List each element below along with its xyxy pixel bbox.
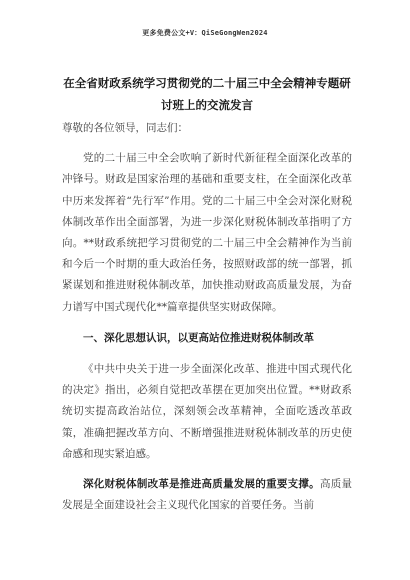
paragraph-section-1-b (62, 474, 352, 516)
paragraph-section-1: 《中共中央关于进一步全面深化改革、推进中国式现代化的决定》指出，必须自觉把改革摆在更加突出位置。**财政系统切实提高政治站位，深刻领会改革精神，全面吃透改革政策，准确把握改革方向、不断增强推进财税体制改革的历史使命感和现实紧迫感。 (62, 363, 352, 460)
document-title-line-1: 在全省财政系统学习贯彻党的二十届三中全会精神专题研 (63, 76, 351, 90)
salutation: 尊敬的各位领导，同志们： (62, 122, 188, 134)
document-body (62, 118, 352, 516)
paragraph-lead-sentence: 深化财税体制改革是推进高质量发展的重要支撑。 (83, 478, 320, 491)
section-heading-1: 一、深化思想认识，以更高站位推进财税体制改革 (83, 331, 314, 344)
document-title (62, 72, 352, 116)
paragraph-intro: 党的二十届三中全会吹响了新时代新征程全面深化改革的冲锋号。财政是国家治理的基础和重要支柱，在全面深化改革中历来发挥着“先行军”作用。党的二十届三中全会对深化财税体制改革作出全面部署，为进一步深化财税体制改革指明了方向。**财政系统把学习贯彻党的二十届三中全会精神作为当前和今后一个时期的重大政治任务，按照财政部的统一部署，抓紧谋划和推进财税体制改革，加快推动财政高质量发展，为奋力谱写中国式现代化**篇章提供坚实财政保障。 (62, 152, 352, 313)
document-title-line-2: 讨班上的交流发言 (161, 98, 253, 112)
paragraph-rest: 高质量发展是全面建设社会主义现代化国家的首要任务。当前 (62, 478, 353, 512)
header-note: 更多免费公文+V：QiSeGongWen2024 (142, 29, 268, 37)
